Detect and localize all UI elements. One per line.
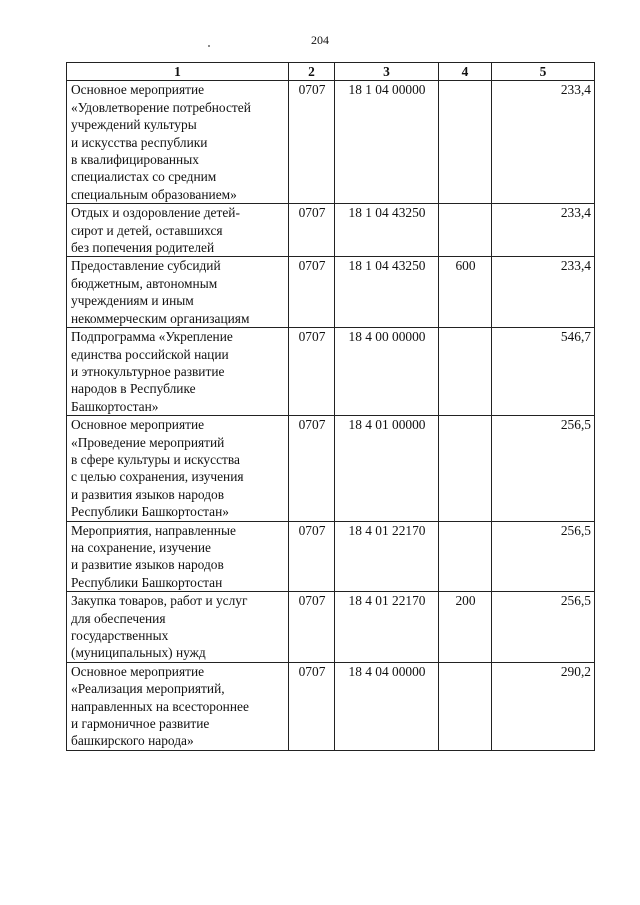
row-amount-cell: 233,4 xyxy=(492,257,595,328)
scan-artifact-dot xyxy=(208,45,210,47)
row-section-cell: 0707 xyxy=(289,81,335,204)
row-name-cell: Основное мероприятие «Проведение мероприятий в сфере культуры и искусства с целью сохранения, изучения и развития языков народов Республики Башкортостан» xyxy=(67,416,289,521)
row-type-cell: 200 xyxy=(439,592,492,663)
table-row xyxy=(67,592,595,663)
row-amount-cell: 290,2 xyxy=(492,662,595,750)
table-header-row xyxy=(67,63,595,81)
header-col-2: 2 xyxy=(289,63,335,81)
row-type-cell xyxy=(439,416,492,521)
row-type-cell: 600 xyxy=(439,257,492,328)
row-type-cell xyxy=(439,521,492,592)
row-target-cell: 18 4 01 00000 xyxy=(335,416,439,521)
row-section-cell: 0707 xyxy=(289,662,335,750)
row-target-cell: 18 1 04 00000 xyxy=(335,81,439,204)
row-amount-cell: 233,4 xyxy=(492,81,595,204)
row-target-cell: 18 4 04 00000 xyxy=(335,662,439,750)
row-section-cell: 0707 xyxy=(289,257,335,328)
row-amount-cell: 546,7 xyxy=(492,328,595,416)
row-name-cell: Подпрограмма «Укрепление единства российской нации и этнокультурное развитие народов в Республике Башкортостан» xyxy=(67,328,289,416)
row-target-cell: 18 4 01 22170 xyxy=(335,592,439,663)
row-type-cell xyxy=(439,204,492,257)
header-col-3: 3 xyxy=(335,63,439,81)
row-name-cell: Основное мероприятие «Удовлетворение потребностей учреждений культуры и искусства республики в квалифицированных специалистах со средним специальным образованием» xyxy=(67,81,289,204)
row-amount-cell: 256,5 xyxy=(492,592,595,663)
row-name-cell: Отдых и оздоровление детей- сирот и детей, оставшихся без попечения родителей xyxy=(67,204,289,257)
row-section-cell: 0707 xyxy=(289,521,335,592)
budget-table xyxy=(66,62,595,751)
row-amount-cell: 256,5 xyxy=(492,521,595,592)
row-amount-cell: 233,4 xyxy=(492,204,595,257)
row-type-cell xyxy=(439,81,492,204)
header-col-1: 1 xyxy=(67,63,289,81)
row-target-cell: 18 4 01 22170 xyxy=(335,521,439,592)
page-number: 204 xyxy=(311,33,329,47)
row-section-cell: 0707 xyxy=(289,328,335,416)
row-type-cell xyxy=(439,662,492,750)
row-target-cell: 18 1 04 43250 xyxy=(335,204,439,257)
table-row xyxy=(67,328,595,416)
row-section-cell: 0707 xyxy=(289,416,335,521)
header-col-5: 5 xyxy=(492,63,595,81)
table-row xyxy=(67,416,595,521)
row-target-cell: 18 4 00 00000 xyxy=(335,328,439,416)
table-row xyxy=(67,204,595,257)
row-amount-cell: 256,5 xyxy=(492,416,595,521)
row-section-cell: 0707 xyxy=(289,204,335,257)
header-col-4: 4 xyxy=(439,63,492,81)
table-row xyxy=(67,662,595,750)
table-row xyxy=(67,521,595,592)
row-target-cell: 18 1 04 43250 xyxy=(335,257,439,328)
table-row xyxy=(67,257,595,328)
row-name-cell: Предоставление субсидий бюджетным, автономным учреждениям и иным некоммерческим организациям xyxy=(67,257,289,328)
table-row xyxy=(67,81,595,204)
row-name-cell: Основное мероприятие «Реализация мероприятий, направленных на всестороннее и гармоничное развитие башкирского народа» xyxy=(67,662,289,750)
row-type-cell xyxy=(439,328,492,416)
row-name-cell: Закупка товаров, работ и услуг для обеспечения государственных (муниципальных) нужд xyxy=(67,592,289,663)
row-name-cell: Мероприятия, направленные на сохранение, изучение и развитие языков народов Республики Башкортостан xyxy=(67,521,289,592)
row-section-cell: 0707 xyxy=(289,592,335,663)
